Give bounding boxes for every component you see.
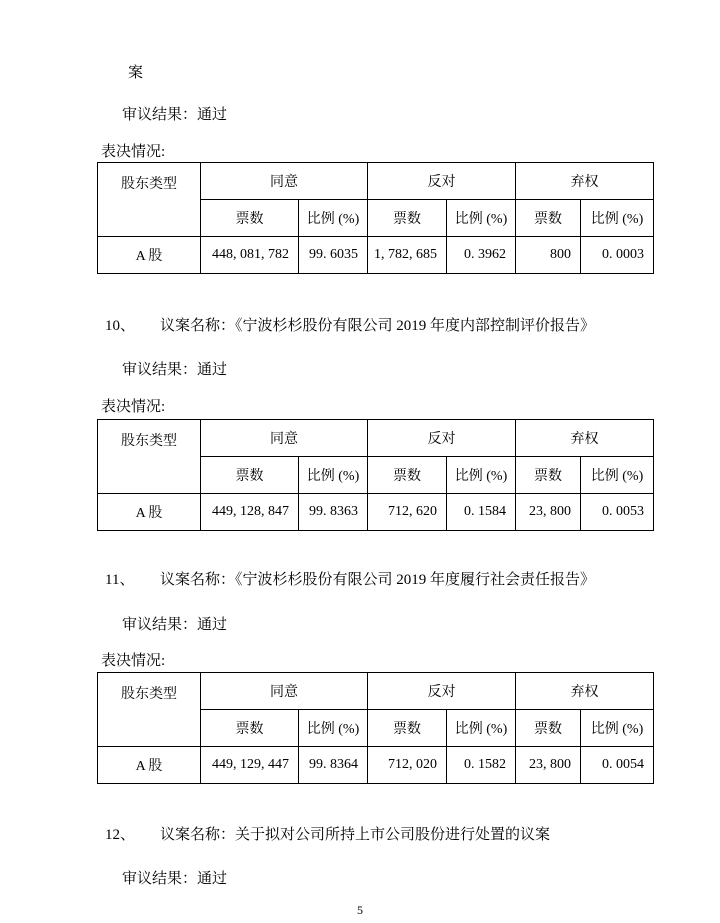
table-row xyxy=(98,747,654,784)
header-agree-votes: 票数 xyxy=(201,710,299,747)
header-shareholder-type: 股东类型 xyxy=(98,673,201,747)
header-agree-ratio: 比例 (%) xyxy=(299,710,368,747)
header-abstain-votes: 票数 xyxy=(516,200,581,237)
cell-abstain-ratio: 0. 0053 xyxy=(581,494,654,531)
header-shareholder-type: 股东类型 xyxy=(98,163,201,237)
header-agree: 同意 xyxy=(201,163,368,200)
review-result-3: 审议结果：通过 xyxy=(122,617,228,633)
cell-abstain-votes: 23, 800 xyxy=(516,494,581,531)
header-shareholder-type: 股东类型 xyxy=(98,420,201,494)
proposal-title: 议案名称：《宁波杉杉股份有限公司 2019 年度内部控制评价报告》 xyxy=(160,318,596,334)
proposal-title: 议案名称：关于拟对公司所持上市公司股份进行处置的议案 xyxy=(160,827,551,843)
review-result-2: 审议结果：通过 xyxy=(122,362,228,378)
table-row xyxy=(98,494,654,531)
proposal-number: 11、 xyxy=(105,572,135,588)
header-abstain: 弃权 xyxy=(516,673,654,710)
header-agree-ratio: 比例 (%) xyxy=(299,457,368,494)
header-oppose: 反对 xyxy=(368,673,516,710)
header-agree-ratio: 比例 (%) xyxy=(299,200,368,237)
vote-status-label-2: 表决情况: xyxy=(101,399,166,415)
table-row xyxy=(98,237,654,274)
vote-table-1 xyxy=(97,162,654,274)
header-abstain: 弃权 xyxy=(516,420,654,457)
vote-status-label-3: 表决情况: xyxy=(101,653,166,669)
review-result-4: 审议结果：通过 xyxy=(122,871,228,887)
header-oppose-ratio: 比例 (%) xyxy=(447,457,516,494)
proposal-12-title-line xyxy=(105,825,550,845)
header-agree: 同意 xyxy=(201,420,368,457)
page-number: 5 xyxy=(357,903,363,917)
cell-abstain-ratio: 0. 0054 xyxy=(581,747,654,784)
header-agree-votes: 票数 xyxy=(201,457,299,494)
proposal-11-title-line xyxy=(105,570,595,590)
cell-oppose-ratio: 0. 3962 xyxy=(447,237,516,274)
vote-table-2 xyxy=(97,419,654,531)
carryover-text: 案 xyxy=(128,65,144,81)
cell-abstain-votes: 800 xyxy=(516,237,581,274)
header-agree: 同意 xyxy=(201,673,368,710)
proposal-10-title-line xyxy=(105,316,595,336)
header-abstain-ratio: 比例 (%) xyxy=(581,457,654,494)
review-result-1: 审议结果：通过 xyxy=(122,107,228,123)
header-agree-votes: 票数 xyxy=(201,200,299,237)
header-abstain-ratio: 比例 (%) xyxy=(581,710,654,747)
cell-oppose-ratio: 0. 1584 xyxy=(447,494,516,531)
header-abstain-ratio: 比例 (%) xyxy=(581,200,654,237)
vote-table-3 xyxy=(97,672,654,784)
cell-oppose-votes: 712, 020 xyxy=(368,747,447,784)
cell-oppose-votes: 1, 782, 685 xyxy=(368,237,447,274)
cell-shareholder-type: A 股 xyxy=(98,747,201,784)
header-oppose-votes: 票数 xyxy=(368,457,447,494)
proposal-number: 10、 xyxy=(105,318,136,334)
cell-shareholder-type: A 股 xyxy=(98,494,201,531)
header-oppose-ratio: 比例 (%) xyxy=(447,710,516,747)
cell-agree-votes: 448, 081, 782 xyxy=(201,237,299,274)
proposal-number: 12、 xyxy=(105,827,136,843)
cell-agree-votes: 449, 129, 447 xyxy=(201,747,299,784)
header-abstain: 弃权 xyxy=(516,163,654,200)
cell-abstain-votes: 23, 800 xyxy=(516,747,581,784)
header-oppose: 反对 xyxy=(368,163,516,200)
cell-oppose-votes: 712, 620 xyxy=(368,494,447,531)
cell-agree-ratio: 99. 8363 xyxy=(299,494,368,531)
header-abstain-votes: 票数 xyxy=(516,457,581,494)
header-oppose-votes: 票数 xyxy=(368,200,447,237)
vote-status-label-1: 表决情况: xyxy=(101,144,166,160)
header-abstain-votes: 票数 xyxy=(516,710,581,747)
header-oppose-votes: 票数 xyxy=(368,710,447,747)
cell-abstain-ratio: 0. 0003 xyxy=(581,237,654,274)
cell-agree-votes: 449, 128, 847 xyxy=(201,494,299,531)
cell-agree-ratio: 99. 8364 xyxy=(299,747,368,784)
cell-agree-ratio: 99. 6035 xyxy=(299,237,368,274)
cell-shareholder-type: A 股 xyxy=(98,237,201,274)
cell-oppose-ratio: 0. 1582 xyxy=(447,747,516,784)
header-oppose: 反对 xyxy=(368,420,516,457)
proposal-title: 议案名称：《宁波杉杉股份有限公司 2019 年度履行社会责任报告》 xyxy=(160,572,596,588)
header-oppose-ratio: 比例 (%) xyxy=(447,200,516,237)
